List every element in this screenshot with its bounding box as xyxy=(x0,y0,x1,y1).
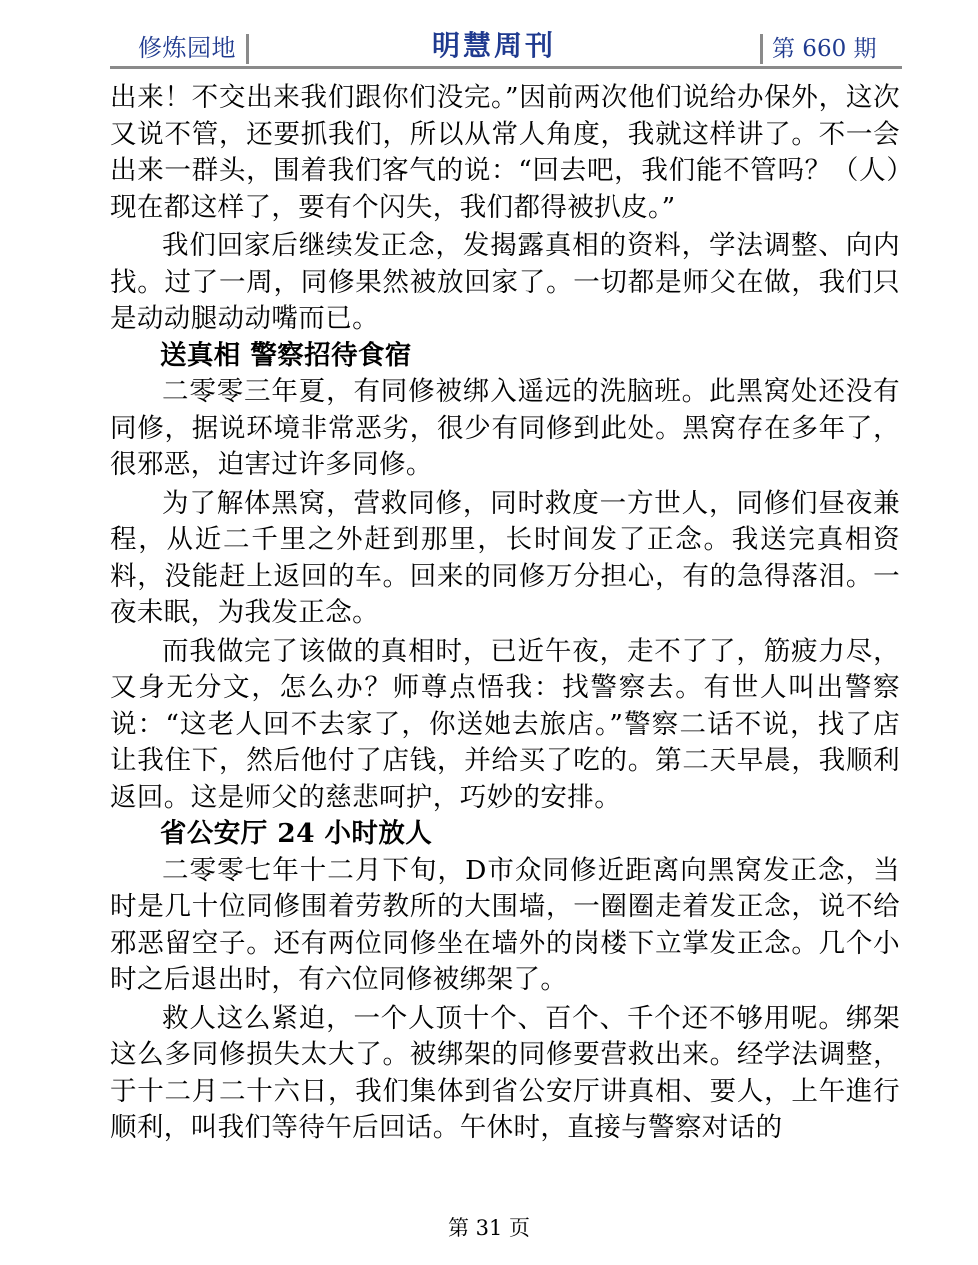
header-rule xyxy=(110,66,902,69)
paragraph-4: 为了解体黑窝，营救同修，同时救度一方世人，同修们昼夜兼程，从近二千里之外赶到那里，长时间发了正念。我送完真相资料，没能赶上返回的车。回来的同修万分担心，有的急得落泪。一夜未眠，为我发正念。 xyxy=(110,487,900,628)
paragraph-5: 而我做完了该做的真相时，已近午夜，走不了了，筋疲力尽，又身无分文，怎么办？师尊点悟我：找警察去。有世人叫出警察说：“这老人回不去家了，你送她去旅店。”警察二话不说，找了店让我住下，然后他付了店钱，并给买了吃的。第二天早晨，我顺利返回。这是师父的慈悲呵护，巧妙的安排。 xyxy=(110,635,900,813)
section-heading-2: 省公安厅 24 小时放人 xyxy=(160,818,433,849)
article-body xyxy=(110,80,900,1147)
header-issue-number: 第 660 期 xyxy=(772,36,877,62)
paragraph-2: 我们回家后继续发正念，发揭露真相的资料，学法调整、向内找。过了一周，同修果然被放回家了。一切都是师父在做，我们只是动动腿动动嘴而已。 xyxy=(110,230,900,334)
header-divider-left xyxy=(246,34,249,64)
paragraph-1: 出来！不交出来我们跟你们没完。”因前两次他们说给办保外，这次又说不管，还要抓我们，所以从常人角度，我就这样讲了。不一会出来一群头，围着我们客气的说：“回去吧，我们能不管吗？（人）现在都这样了，要有个闪失，我们都得被扒皮。” xyxy=(110,82,900,223)
page-number: 第 31 页 xyxy=(447,1216,531,1240)
paragraph-3: 二零零三年夏，有同修被绑入遥远的洗脑班。此黑窝处还没有同修，据说环境非常恶劣，很少有同修到此处。黑窝存在多年了，很邪恶，迫害过许多同修。 xyxy=(110,376,900,480)
header-divider-right xyxy=(760,34,763,64)
header-brand-title: 明慧周刊 xyxy=(432,29,557,62)
paragraph-6: 二零零七年十二月下旬，D市众同修近距离向黑窝发正念，当时是几十位同修围着劳教所的大围墙，一圈圈走着发正念，说不给邪恶留空子。还有两位同修坐在墙外的岗楼下立掌发正念。几个小时之后退出时，有六位同修被绑架了。 xyxy=(110,854,900,995)
paragraph-7: 救人这么紧迫，一个人顶十个、百个、千个还不够用呢。绑架这么多同修损失太大了。被绑架的同修要营救出来。经学法调整，于十二月二十六日，我们集体到省公安厅讲真相、要人，上午進行顺利，叫我们等待午后回话。午休时，直接与警察对话的 xyxy=(110,1002,900,1143)
section-heading-1: 送真相 警察招待食宿 xyxy=(160,339,412,371)
header-section-title: 修炼园地 xyxy=(138,34,236,62)
